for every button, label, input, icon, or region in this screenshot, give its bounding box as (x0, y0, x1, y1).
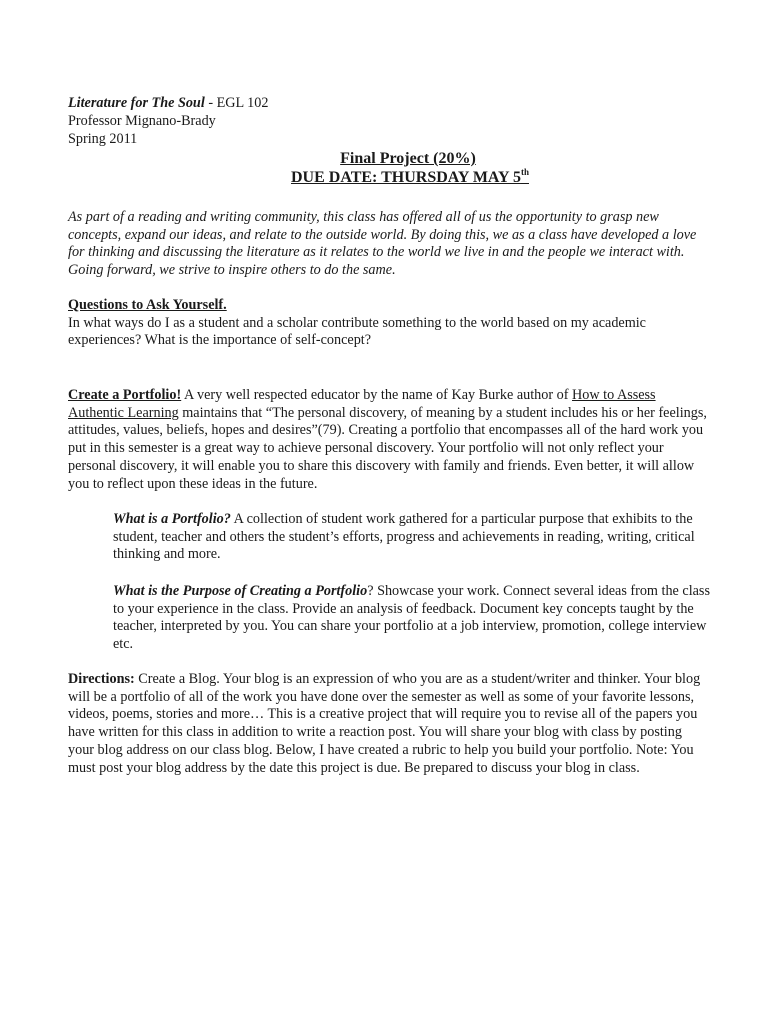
questions-body: In what ways do I as a student and a scholar contribute something to the world based on my academic experiences? What is the importance of self-concept? (68, 314, 646, 349)
title-line-1: Final Project (20%) (340, 150, 476, 167)
what-is-heading: What is a Portfolio? (113, 511, 231, 527)
portfolio-heading: Create a Portfolio! (68, 387, 182, 403)
purpose-heading: What is the Purpose of Creating a Portfolio (113, 583, 368, 599)
what-is-body: A collection of student work gathered for a particular purpose that exhibits to the student, teacher and others the student’s efforts, progress and achievements in reading, writing, critical thinking and more. (113, 511, 695, 563)
directions-body: Create a Blog. Your blog is an expression of who you are as a student/writer and thinker. Your blog will be a portfolio of all of the work you have done over the semester as well as some of your favorite lessons, videos, poems, stories and more… This is a creative project that will require you to revise all of the papers you have written for this class in addition to write a reaction post. You will share your blog with class by posting your blog address on our class blog. Below, I have created a rubric to help you build your portfolio. Note: You must post your blog address by the date this project is due. Be prepared to discuss your blog in class. (68, 671, 701, 776)
professor-name: Professor Mignano-Brady (68, 113, 216, 129)
questions-heading: Questions to Ask Yourself. (68, 297, 227, 313)
directions-heading: Directions: (68, 671, 135, 687)
due-date-superscript: th (520, 167, 529, 177)
term: Spring 2011 (68, 131, 138, 147)
due-date-text: DUE DATE: THURSDAY MAY 5 (291, 169, 521, 186)
directions-section (68, 671, 708, 777)
questions-section (68, 297, 708, 350)
document-title (0, 149, 768, 187)
course-header (68, 95, 268, 149)
course-name: Literature for The Soul (68, 95, 205, 111)
course-line (68, 95, 268, 113)
title-line-2 (52, 168, 768, 187)
book-title: How to Assess Authentic Learning (68, 387, 656, 421)
purpose-section (113, 583, 713, 654)
portfolio-text-intro: A very well respected educator by the name of Kay Burke author of (181, 387, 573, 403)
course-code: - EGL 102 (204, 95, 269, 111)
portfolio-section (68, 387, 708, 493)
purpose-body: ? Showcase your work. Connect several ideas from the class to your experience in the class. Provide an analysis of feedback. Document key concepts taught by the teacher, interpreted by you. You can share your portfolio at a job interview, promotion, college interview etc. (113, 583, 710, 653)
intro-paragraph: As part of a reading and writing community, this class has offered all of us the opportunity to grasp new concepts, expand our ideas, and relate to the outside world. By doing this, we as a class have developed a love for thinking and discussing the literature as it relates to the world we live in and the people we interact with. Going forward, we strive to inspire others to do the same. (68, 209, 697, 279)
what-is-portfolio-section (113, 511, 713, 564)
portfolio-text-body: maintains that “The personal discovery, of meaning by a student includes his or her feelings, attitudes, values, beliefs, hopes and desires”(79). Creating a portfolio that encompasses all of the hard work you put in this semester is a great way to achieve personal discovery. Your portfolio will not only reflect your personal discovery, it will enable you to share this discovery with family and friends. Even better, it will allow you to reflect upon these ideas in the future. (68, 404, 707, 492)
